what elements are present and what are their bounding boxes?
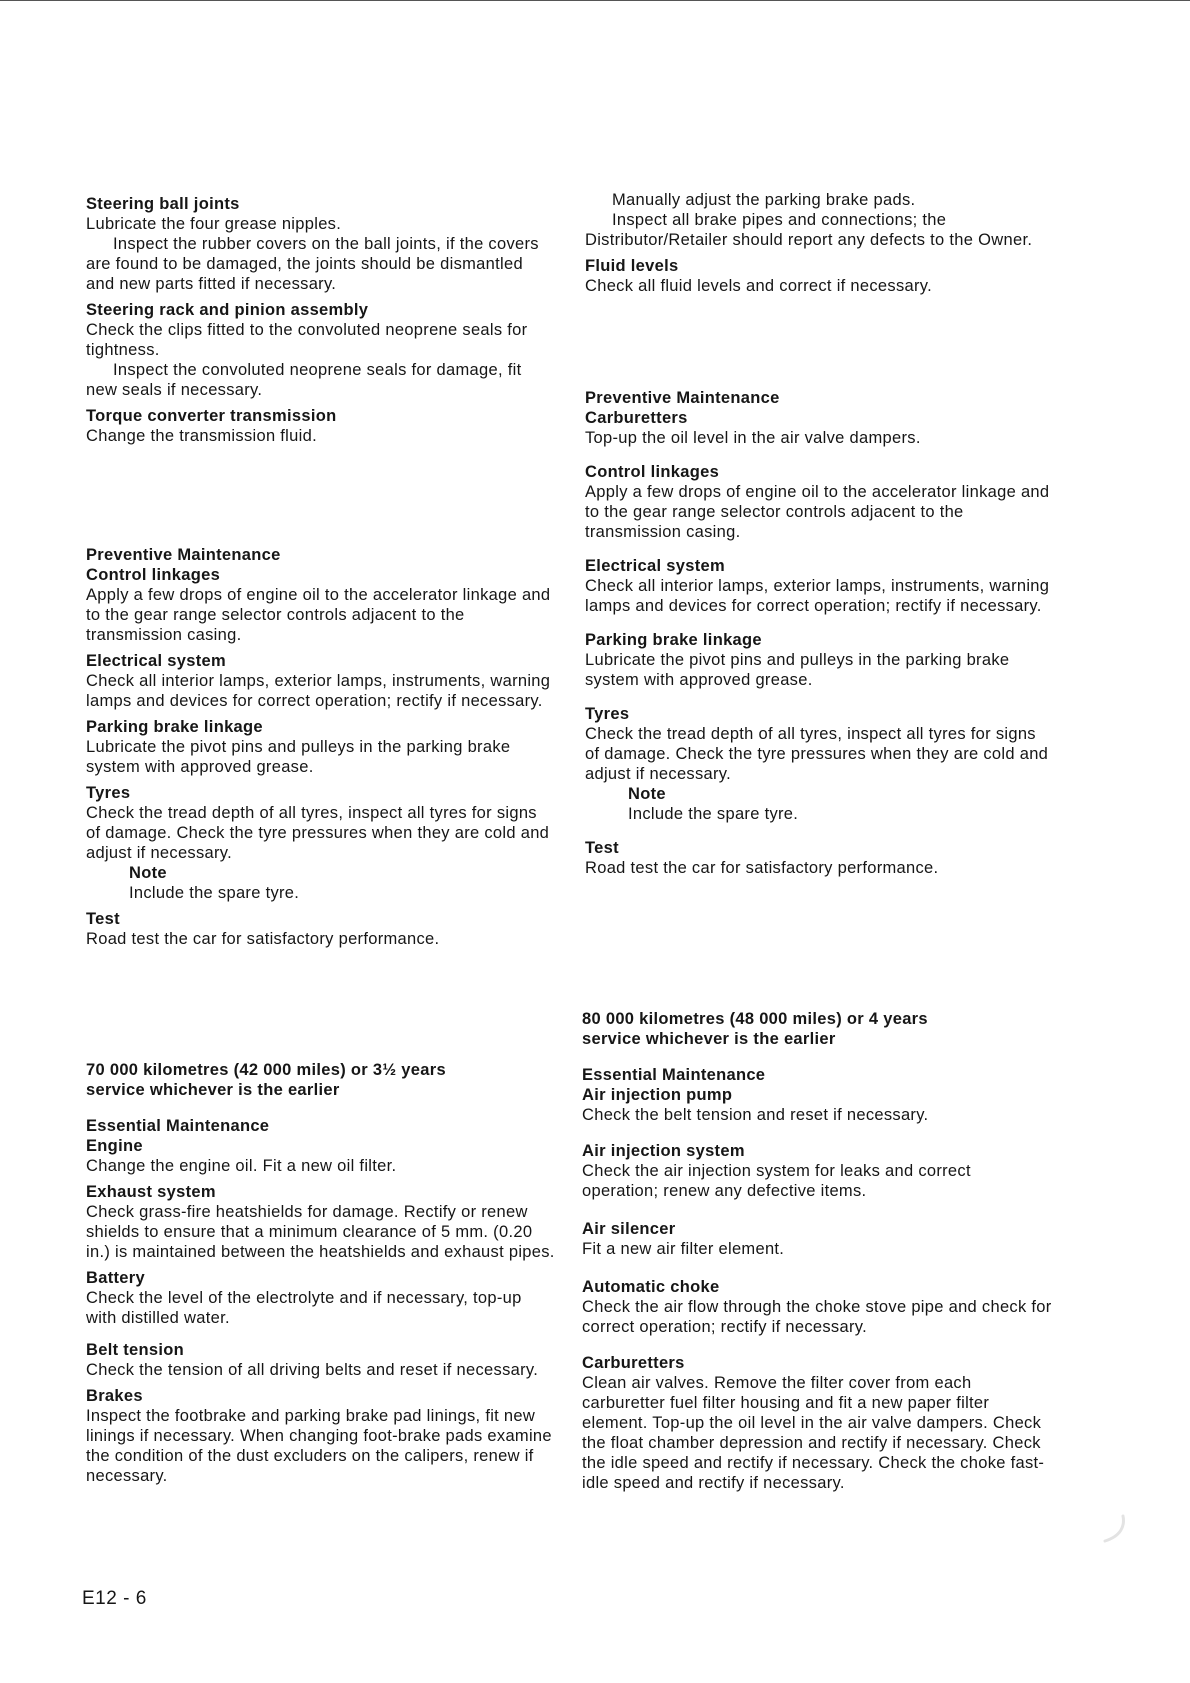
text-control-linkages-right: Apply a few drops of engine oil to the accelerator linkage and to the gear range selector controls adjacent to the transmission casing. bbox=[585, 483, 1050, 541]
heading-carburetters-essential: Carburetters bbox=[582, 1354, 685, 1372]
left-column-top bbox=[86, 194, 556, 446]
text-note-right: Include the spare tyre. bbox=[628, 805, 799, 823]
text-air-silencer: Fit a new air filter element. bbox=[582, 1240, 785, 1258]
text-automatic-choke: Check the air flow through the choke stove pipe and check for correct operation; rectify if necessary. bbox=[582, 1298, 1052, 1336]
text-carburetters-right-prev: Top-up the oil level in the air valve dampers. bbox=[585, 429, 921, 447]
text-electrical-left: Check all interior lamps, exterior lamps, instruments, warning lamps and devices for correct operation; rectify if necessary. bbox=[86, 672, 551, 710]
text-steering-ball-joints-1: Lubricate the four grease nipples. bbox=[86, 215, 342, 233]
right-column-top bbox=[585, 190, 1055, 296]
heading-note-right: Note bbox=[628, 785, 666, 803]
heading-belt-tension: Belt tension bbox=[86, 1341, 185, 1359]
heading-parking-left: Parking brake linkage bbox=[86, 718, 263, 736]
heading-brakes: Brakes bbox=[86, 1387, 143, 1405]
mileage-heading-80k-line2: service whichever is the earlier bbox=[582, 1030, 836, 1048]
mileage-heading-80k-line1: 80 000 kilometres (48 000 miles) or 4 years bbox=[582, 1010, 928, 1028]
heading-engine: Engine bbox=[86, 1137, 143, 1155]
section-title-preventive-right: Preventive Maintenance bbox=[585, 389, 780, 407]
text-steering-ball-joints-2: Inspect the rubber covers on the ball joints, if the covers are found to be damaged, the joints should be dismantled and new parts fitted if necessary. bbox=[86, 235, 539, 293]
scan-mark-icon bbox=[1101, 1514, 1127, 1544]
section-title-essential-left: Essential Maintenance bbox=[86, 1117, 270, 1135]
heading-note-left: Note bbox=[129, 864, 167, 882]
heading-electrical-left: Electrical system bbox=[86, 652, 226, 670]
heading-automatic-choke: Automatic choke bbox=[582, 1278, 720, 1296]
heading-battery: Battery bbox=[86, 1269, 145, 1287]
left-preventive-maintenance bbox=[86, 545, 556, 949]
text-belt-tension: Check the tension of all driving belts and reset if necessary. bbox=[86, 1361, 539, 1379]
text-exhaust: Check grass-fire heatshields for damage. Rectify or renew shields to ensure that a minimum clearance of 5 mm. (0.20 in.) is maintained between the heatshields and exhaust pipes. bbox=[86, 1203, 555, 1261]
text-control-linkages-left: Apply a few drops of engine oil to the accelerator linkage and to the gear range selector controls adjacent to the transmission casing. bbox=[86, 586, 551, 644]
text-steering-rack-1: Check the clips fitted to the convoluted neoprene seals for tightness. bbox=[86, 321, 528, 359]
text-air-injection-pump: Check the belt tension and reset if necessary. bbox=[582, 1106, 929, 1124]
left-70k-service bbox=[86, 1060, 556, 1486]
heading-test-left: Test bbox=[86, 910, 120, 928]
heading-control-linkages-left: Control linkages bbox=[86, 566, 221, 584]
text-steering-rack-2: Inspect the convoluted neoprene seals for damage, fit new seals if necessary. bbox=[86, 361, 522, 399]
heading-parking-right: Parking brake linkage bbox=[585, 631, 762, 649]
heading-control-linkages-right: Control linkages bbox=[585, 463, 720, 481]
heading-test-right: Test bbox=[585, 839, 619, 857]
page-number: E12 - 6 bbox=[82, 1588, 147, 1609]
heading-exhaust: Exhaust system bbox=[86, 1183, 216, 1201]
text-tyres-right: Check the tread depth of all tyres, inspect all tyres for signs of damage. Check the tyre pressures when they are cold and adjust if necessary. bbox=[585, 725, 1049, 783]
right-80k-service bbox=[582, 1009, 1052, 1493]
text-parking-left: Lubricate the pivot pins and pulleys in the parking brake system with approved grease. bbox=[86, 738, 511, 776]
mileage-heading-70k-line2: service whichever is the earlier bbox=[86, 1081, 340, 1099]
text-parking-pads: Manually adjust the parking brake pads. bbox=[612, 191, 916, 209]
mileage-heading-70k-line1: 70 000 kilometres (42 000 miles) or 3½ years bbox=[86, 1061, 446, 1079]
text-fluid-levels: Check all fluid levels and correct if necessary. bbox=[585, 277, 932, 295]
heading-fluid-levels: Fluid levels bbox=[585, 257, 679, 275]
text-test-left: Road test the car for satisfactory performance. bbox=[86, 930, 440, 948]
heading-steering-rack: Steering rack and pinion assembly bbox=[86, 301, 369, 319]
note-block-right bbox=[585, 784, 1055, 824]
text-parking-right: Lubricate the pivot pins and pulleys in the parking brake system with approved grease. bbox=[585, 651, 1010, 689]
heading-air-silencer: Air silencer bbox=[582, 1220, 676, 1238]
text-engine: Change the engine oil. Fit a new oil filter. bbox=[86, 1157, 397, 1175]
text-air-injection-system: Check the air injection system for leaks and correct operation; renew any defective items. bbox=[582, 1162, 971, 1200]
text-tyres-left: Check the tread depth of all tyres, inspect all tyres for signs of damage. Check the tyre pressures when they are cold and adjust if necessary. bbox=[86, 804, 550, 862]
heading-tyres-left: Tyres bbox=[86, 784, 131, 802]
page-top-rule bbox=[0, 0, 1190, 1]
heading-electrical-right: Electrical system bbox=[585, 557, 725, 575]
text-electrical-right: Check all interior lamps, exterior lamps, instruments, warning lamps and devices for correct operation; rectify if necessary. bbox=[585, 577, 1050, 615]
heading-air-injection-system: Air injection system bbox=[582, 1142, 745, 1160]
heading-carburetters-right-prev: Carburetters bbox=[585, 409, 688, 427]
text-torque-converter: Change the transmission fluid. bbox=[86, 427, 317, 445]
heading-steering-ball-joints: Steering ball joints bbox=[86, 195, 240, 213]
heading-tyres-right: Tyres bbox=[585, 705, 630, 723]
text-battery: Check the level of the electrolyte and if necessary, top-up with distilled water. bbox=[86, 1289, 522, 1327]
text-brake-pipes: Inspect all brake pipes and connections; the Distributor/Retailer should report any defects to the Owner. bbox=[585, 211, 1033, 249]
right-preventive-maintenance bbox=[585, 388, 1055, 878]
text-note-left: Include the spare tyre. bbox=[129, 884, 300, 902]
text-test-right: Road test the car for satisfactory performance. bbox=[585, 859, 939, 877]
text-carburetters-essential: Clean air valves. Remove the filter cover from each carburetter fuel filter housing and fit a new paper filter element. Top-up the oil level in the air valve dampers. Check the float chamber depression and rectify if necessary. Check the idle speed and rectify if necessary. Check the choke fast-idle speed and rectify if necessary. bbox=[582, 1374, 1045, 1492]
note-block-left bbox=[86, 863, 556, 903]
text-brakes: Inspect the footbrake and parking brake pad linings, fit new linings if necessary. When changing foot-brake pads examine the condition of the dust excluders on the calipers, renew if necessary. bbox=[86, 1407, 552, 1485]
heading-torque-converter: Torque converter transmission bbox=[86, 407, 337, 425]
section-title-essential-right: Essential Maintenance bbox=[582, 1066, 766, 1084]
heading-air-injection-pump: Air injection pump bbox=[582, 1086, 733, 1104]
section-title-preventive-left: Preventive Maintenance bbox=[86, 546, 281, 564]
